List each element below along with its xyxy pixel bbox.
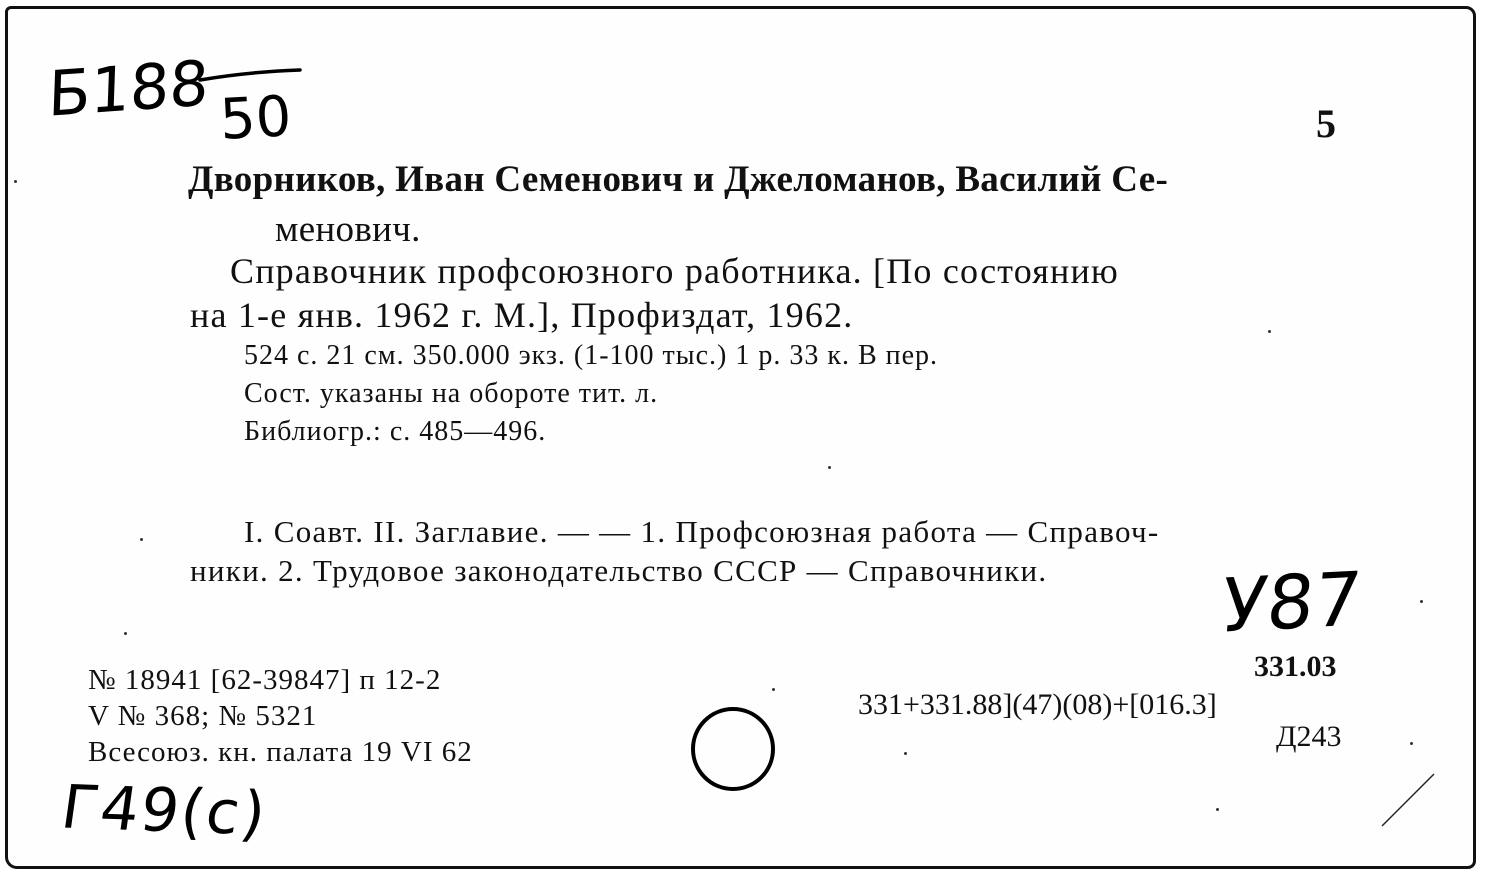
- scan-speck: [828, 466, 831, 469]
- author-heading-line-2: менович.: [275, 209, 421, 250]
- scan-speck: [1410, 742, 1413, 745]
- note-bibliography: Библиогр.: с. 485—496.: [244, 416, 547, 447]
- title-line-1: Справочник профсоюзного работника. [По состоянию: [230, 251, 1120, 291]
- note-compilers: Сост. указаны на обороте тит. л.: [244, 378, 659, 409]
- scan-speck: [140, 538, 143, 541]
- handwritten-shelf-number: Б188: [46, 46, 210, 131]
- handwritten-classification-mark: У87: [1218, 556, 1365, 650]
- author-heading-line-1: Дворников, Иван Семенович и Джеломанов, Василий Се-: [188, 159, 1169, 200]
- title-line-2: на 1-е янв. 1962 г. М.], Профиздат, 1962.: [190, 295, 854, 335]
- scan-scratch: [1380, 770, 1440, 830]
- handwritten-fraction-bar: [196, 66, 306, 86]
- scan-speck: [1420, 600, 1423, 603]
- footer-chamber-date: Всесоюз. кн. палата 19 VI 62: [88, 736, 473, 768]
- scan-speck: [1216, 808, 1219, 811]
- card-number: 5: [1316, 101, 1336, 146]
- udc-code: 331.03: [1254, 650, 1337, 683]
- handwritten-fraction-number: 50: [218, 84, 293, 153]
- scan-speck: [1268, 330, 1271, 333]
- tracings-line-1: I. Соавт. II. Заглавие. — — 1. Профсоюзная работа — Справоч-: [244, 514, 1160, 549]
- scan-speck: [772, 688, 775, 691]
- udc-extended-code: 331+331.88](47)(08)+[016.3]: [858, 688, 1217, 721]
- handwritten-inventory-mark: Г49(с): [57, 772, 272, 850]
- tracings-line-2: ники. 2. Трудовое законодательство СССР — Справочники.: [190, 553, 1048, 588]
- scan-speck: [124, 632, 127, 635]
- footer-issue-number: V № 368; № 5321: [88, 700, 318, 732]
- scan-speck: [904, 752, 907, 755]
- footer-registration-number: № 18941 [62-39847] п 12-2: [88, 664, 442, 696]
- physical-description: 524 с. 21 см. 350.000 экз. (1-100 тыс.) 1 р. 33 к. В пер.: [244, 340, 939, 371]
- stamp-circle: [691, 707, 775, 791]
- scan-speck: [14, 180, 17, 183]
- author-mark-code: Д243: [1276, 720, 1342, 753]
